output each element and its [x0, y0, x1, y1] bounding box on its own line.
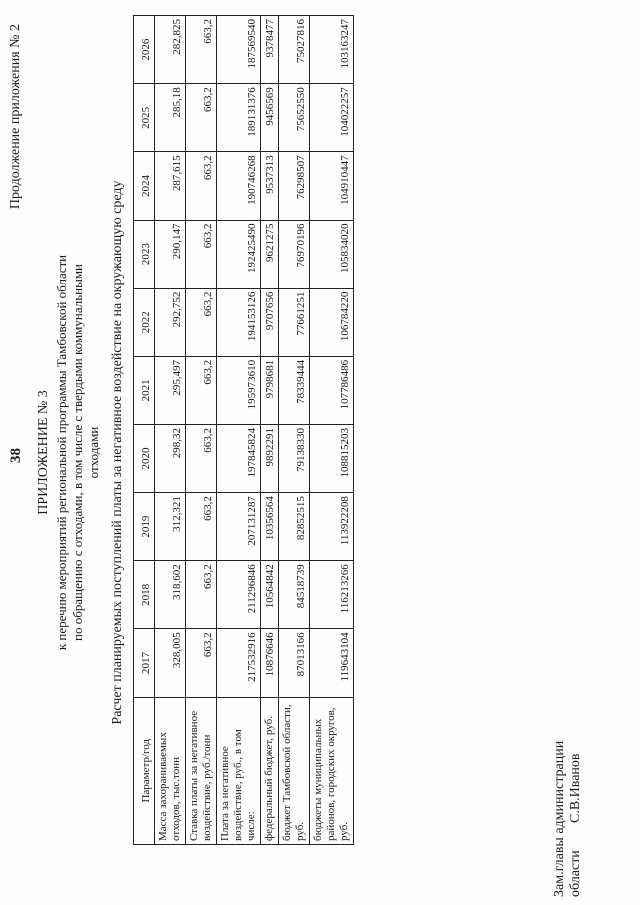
- table-header-row: [134, 16, 155, 845]
- value-cell: 119643104: [310, 629, 354, 697]
- column-header: 2026: [134, 16, 155, 84]
- appendix-subtitle-line1: к перечню мероприятий региональной программы Тамбовской области: [54, 254, 69, 651]
- value-cell: 75652550: [279, 84, 310, 152]
- appendix-subtitle-line3: отходами: [86, 426, 101, 479]
- value-cell: 113922208: [310, 493, 354, 561]
- value-cell: 79138330: [279, 424, 310, 492]
- value-cell: 663,2: [186, 629, 217, 697]
- value-cell: 328,005: [155, 629, 186, 697]
- value-cell: 292,752: [155, 288, 186, 356]
- appendix-title: ПРИЛОЖЕНИЕ № 3: [36, 390, 51, 515]
- page-number: 38: [8, 448, 24, 463]
- value-cell: 105834020: [310, 220, 354, 288]
- value-cell: 9456569: [261, 84, 279, 152]
- value-cell: 663,2: [186, 84, 217, 152]
- value-cell: 82852515: [279, 493, 310, 561]
- signatory-title-line2: области: [568, 850, 583, 897]
- value-cell: 663,2: [186, 356, 217, 424]
- value-cell: 192425490: [217, 220, 261, 288]
- column-header: 2020: [134, 424, 155, 492]
- table-row: [310, 16, 354, 845]
- value-cell: 190746268: [217, 152, 261, 220]
- value-cell: 194153126: [217, 288, 261, 356]
- value-cell: 9798681: [261, 356, 279, 424]
- value-cell: 9621275: [261, 220, 279, 288]
- value-cell: 9892291: [261, 424, 279, 492]
- parameter-cell: Ставка платы за негативное воздействие, руб./тонн: [186, 697, 217, 844]
- value-cell: 282,825: [155, 16, 186, 84]
- value-cell: 663,2: [186, 288, 217, 356]
- value-cell: 189131376: [217, 84, 261, 152]
- value-cell: 187569540: [217, 16, 261, 84]
- table-row: [217, 16, 261, 845]
- value-cell: 108815203: [310, 424, 354, 492]
- value-cell: 9537313: [261, 152, 279, 220]
- value-cell: 10876646: [261, 629, 279, 697]
- table-heading: Расчет планируемых поступлений платы за негативное воздействие на окружающую среду: [110, 180, 125, 725]
- value-cell: 312,321: [155, 493, 186, 561]
- parameter-cell: бюджеты муниципальных районов, городских округов, руб.: [310, 697, 354, 844]
- value-cell: 9707656: [261, 288, 279, 356]
- value-cell: 298,32: [155, 424, 186, 492]
- appendix-subtitle-line2: по обращению с отходами, в том числе с твердыми коммунальными: [70, 264, 85, 642]
- column-header: 2023: [134, 220, 155, 288]
- value-cell: 84518739: [279, 561, 310, 629]
- value-cell: 78339444: [279, 356, 310, 424]
- column-header: Параметр/год: [134, 697, 155, 844]
- value-cell: 116213266: [310, 561, 354, 629]
- value-cell: 663,2: [186, 493, 217, 561]
- column-header: 2022: [134, 288, 155, 356]
- signatory-name: С.В.Иванов: [568, 753, 583, 823]
- column-header: 2025: [134, 84, 155, 152]
- value-cell: 663,2: [186, 424, 217, 492]
- continuation-note: Продолжение приложения № 2: [8, 24, 23, 210]
- column-header: 2018: [134, 561, 155, 629]
- table-row: [279, 16, 310, 845]
- column-header: 2021: [134, 356, 155, 424]
- value-cell: 107786486: [310, 356, 354, 424]
- signatory-title-line1: Зам.главы администрации: [552, 740, 567, 897]
- value-cell: 663,2: [186, 16, 217, 84]
- value-cell: 106784220: [310, 288, 354, 356]
- value-cell: 104910447: [310, 152, 354, 220]
- table-row: [155, 16, 186, 845]
- table-row: [186, 16, 217, 845]
- value-cell: 663,2: [186, 561, 217, 629]
- parameter-cell: Плата за негативное воздействие, руб., в том числе:: [217, 697, 261, 844]
- value-cell: 207131287: [217, 493, 261, 561]
- value-cell: 197845824: [217, 424, 261, 492]
- value-cell: 295,497: [155, 356, 186, 424]
- column-header: 2017: [134, 629, 155, 697]
- value-cell: 76298507: [279, 152, 310, 220]
- value-cell: 76970196: [279, 220, 310, 288]
- payments-table: [133, 15, 354, 845]
- value-cell: 77661251: [279, 288, 310, 356]
- value-cell: 285,18: [155, 84, 186, 152]
- value-cell: 104022257: [310, 84, 354, 152]
- value-cell: 10356564: [261, 493, 279, 561]
- value-cell: 217532916: [217, 629, 261, 697]
- value-cell: 290,147: [155, 220, 186, 288]
- value-cell: 103163247: [310, 16, 354, 84]
- parameter-cell: федеральный бюджет, руб.: [261, 697, 279, 844]
- value-cell: 87013166: [279, 629, 310, 697]
- value-cell: 663,2: [186, 220, 217, 288]
- value-cell: 10564842: [261, 561, 279, 629]
- column-header: 2024: [134, 152, 155, 220]
- value-cell: 663,2: [186, 152, 217, 220]
- parameter-cell: бюджет Тамбовской области, руб.: [279, 697, 310, 844]
- column-header: 2019: [134, 493, 155, 561]
- parameter-cell: Масса захораниваемых отходов, тыс.тонн: [155, 697, 186, 844]
- table-row: [261, 16, 279, 845]
- value-cell: 287,615: [155, 152, 186, 220]
- value-cell: 318,602: [155, 561, 186, 629]
- value-cell: 75027816: [279, 16, 310, 84]
- value-cell: 195973610: [217, 356, 261, 424]
- value-cell: 9378477: [261, 16, 279, 84]
- value-cell: 211296846: [217, 561, 261, 629]
